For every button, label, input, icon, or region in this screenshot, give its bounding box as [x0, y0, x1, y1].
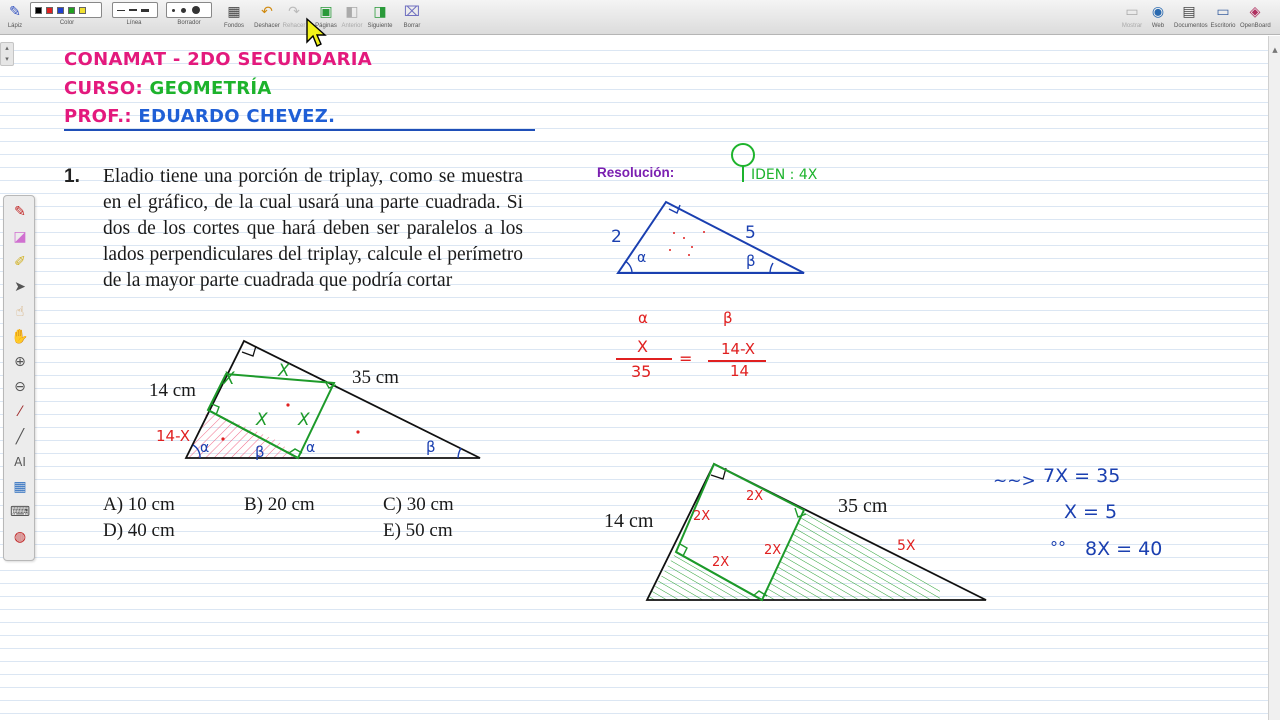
big-mark-2x-c: 2X — [712, 555, 730, 570]
eraser-size-selector — [166, 2, 212, 18]
pencil-icon: ✎ — [9, 4, 21, 20]
eraser-large-option[interactable] — [192, 6, 200, 14]
mark-beta-2: β — [426, 438, 436, 456]
option-b[interactable]: B) 20 cm — [244, 494, 315, 515]
show-button[interactable]: ▭ Mostrar — [1121, 4, 1143, 29]
color-yellow-swatch[interactable] — [79, 7, 86, 14]
desktop-icon: ▭ — [1216, 4, 1230, 20]
prop-equals: = — [679, 349, 693, 368]
mouse-cursor — [306, 18, 328, 48]
option-a[interactable]: A) 10 cm — [103, 494, 175, 515]
color-red-swatch[interactable] — [46, 7, 53, 14]
interact-tool-icon[interactable]: ☝ — [15, 304, 25, 320]
small-tri-beta: β — [746, 252, 756, 270]
show-icon: ▭ — [1125, 4, 1139, 20]
pages-icon: ▣ — [319, 4, 333, 20]
step-1: 7X = 35 — [1043, 465, 1121, 487]
prop-den-right: 14 — [730, 362, 750, 380]
zoom-out-icon[interactable]: ⊖ — [14, 379, 26, 395]
big-fig-hyp-label: 35 cm — [838, 495, 888, 517]
color-black-swatch[interactable] — [35, 7, 42, 14]
globe-icon: ◉ — [1151, 4, 1165, 20]
zoom-in-icon[interactable]: ⊕ — [14, 354, 26, 370]
color-blue-swatch[interactable] — [57, 7, 64, 14]
header-course-line: CONAMAT - 2DO SECUNDARIA — [64, 49, 372, 70]
tools-menu-icon[interactable]: ◍ — [13, 529, 27, 545]
eraser-group-label: Borrador — [177, 20, 201, 26]
step-3: 8X = 40 — [1085, 538, 1163, 560]
vertical-scrollbar[interactable] — [1268, 36, 1280, 720]
toolbar — [0, 0, 1280, 35]
prop-num-left: X — [637, 337, 648, 356]
big-mark-2x-b: 2X — [746, 489, 764, 504]
desktop-button[interactable]: ▭ Escritorio — [1210, 4, 1236, 29]
folder-icon: ▤ — [1182, 4, 1196, 20]
undo-button[interactable]: ↶ Deshacer — [254, 4, 280, 29]
redo-button[interactable]: ↷ Rehacer — [282, 4, 306, 29]
mark-beta: β — [255, 443, 265, 461]
line-thin-option[interactable] — [117, 10, 125, 11]
big-fig-leg-label: 14 cm — [604, 510, 654, 532]
small-tri-hyp-label: 5 — [745, 223, 756, 243]
mark-alpha: α — [200, 440, 210, 456]
color-group-label: Color — [59, 20, 75, 26]
big-mark-2x-a: 2X — [693, 509, 711, 524]
scroll-up-small-icon: ▴ — [5, 44, 9, 52]
big-mark-5x: 5X — [897, 538, 916, 554]
highlighter-tool-icon[interactable]: ✐ — [14, 254, 26, 270]
next-page-button[interactable]: ◨ Siguiente — [367, 4, 393, 29]
small-tri-alpha: α — [637, 250, 647, 266]
backgrounds-button[interactable]: ▦ Fondos — [223, 4, 244, 29]
erase-page-button[interactable]: ⌧ Borrar — [403, 4, 421, 29]
subject-value: GEOMETRÍA — [149, 78, 272, 99]
hand-tool-icon[interactable]: ✋ — [11, 329, 29, 345]
line-thick-option[interactable] — [141, 9, 149, 12]
resolution-title: Resolución: — [597, 165, 675, 180]
step-2: X = 5 — [1064, 501, 1118, 523]
next-icon: ◨ — [373, 4, 387, 20]
previous-page-button[interactable]: ◧ Anterior — [341, 4, 363, 29]
option-d[interactable]: D) 40 cm — [103, 520, 175, 541]
color-green-swatch[interactable] — [68, 7, 75, 14]
subject-label: CURSO: — [64, 78, 150, 99]
capture-tool-icon[interactable]: ▦ — [13, 479, 27, 495]
prop-fraction-bar-left — [616, 358, 672, 360]
header-underline — [64, 129, 535, 131]
problem-statement: Eladio tiene una porción de triplay, como se muestra en el gráfico, de la cual usará una parte cuadrada. Si dos de los cortes que hará deben ser paralelos a los lados perpendiculares del triplay, calcule el perímetro de la mayor parte cuadrada que podría cortar — [103, 166, 523, 291]
left-scroll-handle[interactable] — [0, 42, 14, 66]
iden-label: IDEN : 4X — [751, 167, 818, 183]
keyboard-icon[interactable]: ⌨ — [9, 504, 31, 520]
option-e[interactable]: E) 50 cm — [383, 520, 453, 541]
pen-tool-icon[interactable]: ✎ — [14, 204, 26, 220]
pencil-tool-button[interactable]: ✎ Lápiz — [7, 4, 23, 29]
selector-tool-icon[interactable]: ➤ — [14, 279, 26, 295]
teacher-value: EDUARDO CHEVEZ. — [138, 106, 336, 127]
mark-x-3: X — [256, 410, 268, 430]
openboard-button[interactable]: ◈ OpenBoard — [1240, 4, 1271, 29]
previous-icon: ◧ — [345, 4, 359, 20]
figure-leg-label: 14 cm — [149, 380, 196, 401]
scroll-up-icon[interactable]: ▲ — [1272, 46, 1278, 54]
prop-num-right: 14-X — [721, 340, 756, 358]
laser-pointer-icon[interactable]: ⁄ — [18, 404, 22, 420]
eraser-tool-icon[interactable]: ◪ — [13, 229, 27, 245]
pages-button[interactable]: ▣ Páginas — [315, 4, 337, 29]
eraser-small-option[interactable] — [172, 9, 175, 12]
big-triangle-figure — [640, 460, 990, 605]
line-width-selector — [112, 2, 158, 18]
option-c[interactable]: C) 30 cm — [383, 494, 454, 515]
tool-palette — [3, 195, 35, 561]
line-medium-option[interactable] — [129, 9, 137, 11]
documents-button[interactable]: ▤ Documentos — [1174, 4, 1208, 29]
square-right-angle-3 — [289, 449, 302, 453]
header-subject-line — [64, 78, 272, 99]
right-angle-mark — [242, 346, 256, 356]
step-arrow: ~~> — [993, 471, 1036, 491]
web-button[interactable]: ◉ Web — [1143, 3, 1173, 33]
erase-icon: ⌧ — [403, 4, 421, 20]
redo-icon: ↷ — [288, 4, 300, 20]
line-group-label: Línea — [126, 20, 142, 26]
scroll-down-small-icon: ▾ — [5, 55, 9, 63]
mark-alpha-2: α — [306, 440, 316, 456]
undo-icon: ↶ — [261, 4, 273, 20]
mark-x-1: X — [223, 369, 235, 389]
therefore-symbol: °° — [1050, 538, 1066, 557]
mark-14-minus-x: 14-X — [156, 427, 191, 445]
teacher-label: PROF.: — [64, 106, 139, 127]
prop-alpha: α — [638, 309, 648, 327]
angle-arc-right — [458, 448, 461, 458]
eraser-medium-option[interactable] — [181, 8, 186, 13]
dot-mark-1 — [221, 437, 224, 440]
color-palette — [30, 2, 102, 18]
big-mark-2x-d: 2X — [764, 543, 782, 558]
dot-mark-3 — [356, 430, 359, 433]
dot-mark-2 — [286, 403, 289, 406]
text-tool-icon[interactable]: AI — [14, 455, 26, 469]
line-tool-icon[interactable]: ╱ — [15, 429, 25, 445]
prop-den-left: 35 — [631, 362, 652, 381]
prop-beta: β — [723, 309, 733, 327]
small-triangle-sketch — [610, 195, 810, 280]
backgrounds-icon: ▦ — [227, 4, 241, 20]
mark-x-4: X — [298, 410, 310, 430]
mark-x-2: X — [278, 361, 290, 381]
openboard-icon: ◈ — [1249, 4, 1261, 20]
small-tri-side-label: 2 — [611, 227, 622, 247]
header-teacher-line — [64, 106, 335, 127]
figure-hyp-label: 35 cm — [352, 367, 399, 388]
problem-number: 1. — [64, 166, 80, 187]
